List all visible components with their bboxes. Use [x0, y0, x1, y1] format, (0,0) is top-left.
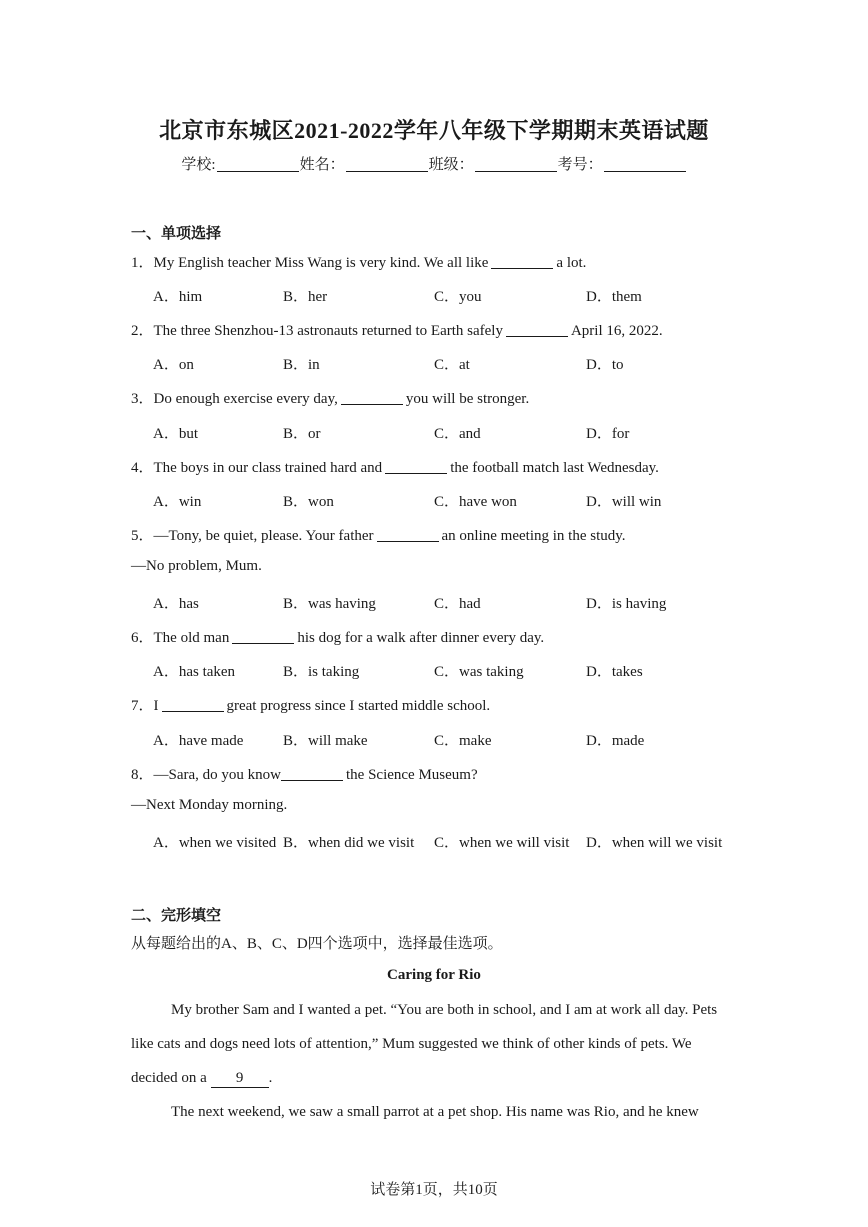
class-field [475, 156, 557, 172]
question-text-end: you will be stronger. [405, 391, 530, 407]
option-d: D．takes [586, 664, 643, 680]
question-text: 6．The old man [131, 630, 230, 646]
question-6 [131, 626, 544, 647]
passage-line [131, 1070, 272, 1088]
option-b: B．or [283, 426, 321, 442]
cloze-blank-9: 9 [211, 1070, 269, 1088]
question-text-end: an online meeting in the study. [441, 528, 626, 544]
dialogue-reply: —No problem, Mum. [131, 558, 262, 574]
passage-line: My brother Sam and I wanted a pet. “You are both in school, and I am at work all day. Pets [171, 1002, 718, 1018]
passage-line: The next weekend, we saw a small parrot at a pet shop. His name was Rio, and he knew [171, 1104, 699, 1120]
answer-blank [377, 527, 439, 542]
school-label: 学校: [181, 157, 216, 173]
option-b: B．is taking [283, 664, 360, 680]
question-text-end: April 16, 2022. [570, 323, 663, 339]
option-a: A．have made [153, 733, 244, 749]
option-c: C．and [434, 426, 481, 442]
option-b: B．in [283, 357, 320, 373]
number-field [604, 156, 686, 172]
question-3 [131, 387, 529, 408]
passage-text: decided on a [131, 1070, 207, 1086]
answer-blank [281, 766, 343, 781]
dialogue-reply: —Next Monday morning. [131, 797, 288, 813]
passage-line: like cats and dogs need lots of attention,” Mum suggested we think of other kinds of pets. We [131, 1036, 692, 1052]
option-c: C．when we will visit [434, 835, 570, 851]
question-7 [131, 694, 490, 715]
answer-blank [232, 629, 294, 644]
question-text: 4．The boys in our class trained hard and [131, 460, 383, 476]
option-d: D．for [586, 426, 630, 442]
option-b: B．when did we visit [283, 835, 415, 851]
question-text-end: the Science Museum? [346, 767, 478, 783]
question-text: 1．My English teacher Miss Wang is very kind. We all like [131, 255, 489, 271]
option-a: A．has [153, 596, 199, 612]
answer-blank [385, 459, 447, 474]
section-instruction: 从每题给出的A、B、C、D四个选项中，选择最佳选项。 [131, 936, 503, 952]
question-text: 2．The three Shenzhou-13 astronauts returned to Earth safely [131, 323, 503, 339]
option-b: B．won [283, 494, 334, 510]
school-field [217, 156, 299, 172]
section-heading-single-choice: 一、单项选择 [131, 226, 222, 242]
name-field [346, 156, 428, 172]
class-label: 班级： [428, 157, 474, 173]
question-text-end: a lot. [556, 255, 587, 271]
option-b: B．will make [283, 733, 368, 749]
question-1 [131, 251, 586, 272]
option-c: C．make [434, 733, 492, 749]
question-5 [131, 524, 626, 545]
option-c: C．you [434, 289, 482, 305]
question-4 [131, 456, 659, 477]
question-text: 7．I [131, 698, 159, 714]
option-d: D．them [586, 289, 642, 305]
option-d: D．is having [586, 596, 667, 612]
option-a: A．on [153, 357, 194, 373]
number-label: 考号： [557, 157, 603, 173]
option-b: B．was having [283, 596, 376, 612]
option-c: C．was taking [434, 664, 524, 680]
option-d: D．will win [586, 494, 662, 510]
answer-blank [491, 254, 553, 269]
option-a: A．when we visited [153, 835, 277, 851]
option-c: C．had [434, 596, 481, 612]
option-a: A．win [153, 494, 202, 510]
section-heading-cloze: 二、完形填空 [131, 908, 222, 924]
question-2 [131, 319, 663, 340]
option-a: A．has taken [153, 664, 236, 680]
passage-text-end: . [268, 1070, 273, 1086]
student-info-line [0, 153, 868, 174]
option-d: D．when will we visit [586, 835, 723, 851]
answer-blank [162, 697, 224, 712]
option-c: C．at [434, 357, 470, 373]
question-text: 5．—Tony, be quiet, please. Your father [131, 528, 374, 544]
option-d: D．to [586, 357, 624, 373]
passage-title: Caring for Rio [387, 967, 481, 983]
option-b: B．her [283, 289, 328, 305]
option-a: A．but [153, 426, 199, 442]
question-text-end: the football match last Wednesday. [450, 460, 659, 476]
option-a: A．him [153, 289, 203, 305]
name-label: 姓名： [299, 157, 345, 173]
answer-blank [341, 390, 403, 405]
option-c: C．have won [434, 494, 517, 510]
option-d: D．made [586, 733, 645, 749]
question-text: 3．Do enough exercise every day, [131, 391, 338, 407]
question-text-end: great progress since I started middle school. [226, 698, 491, 714]
question-text-end: his dog for a walk after dinner every day. [297, 630, 545, 646]
question-text: 8．—Sara, do you know [131, 767, 281, 783]
page-footer: 试卷第1页，共10页 [370, 1182, 498, 1198]
question-8 [131, 763, 478, 784]
answer-blank [506, 322, 568, 337]
page-title: 北京市东城区2021-2022学年八年级下学期期末英语试题 [159, 118, 709, 143]
